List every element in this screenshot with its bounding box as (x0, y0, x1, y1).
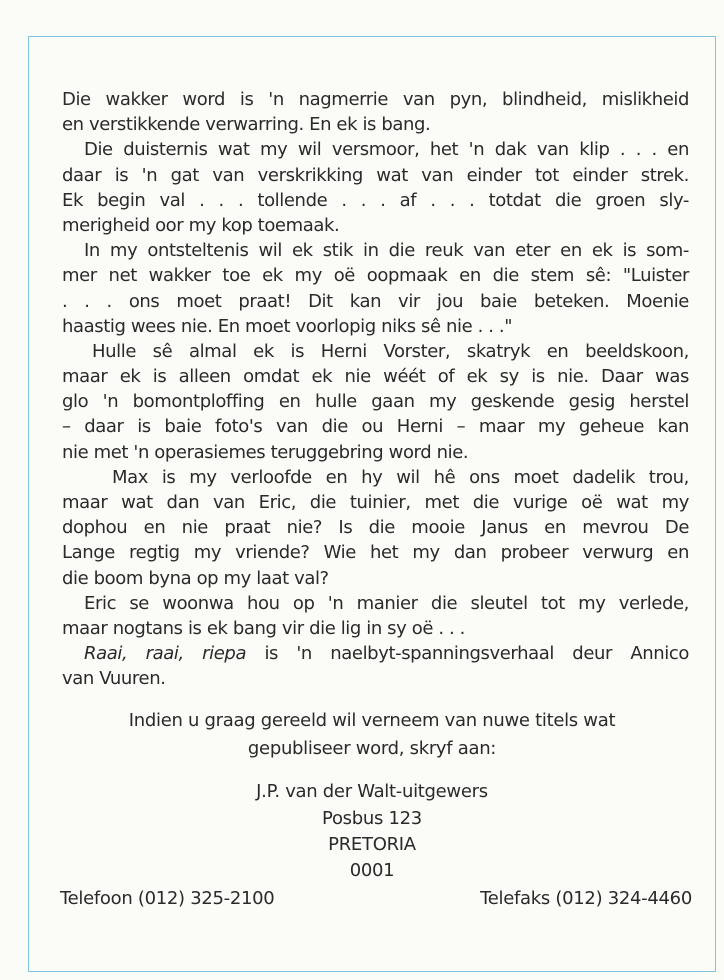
text-line (62, 641, 689, 666)
postal-code: 0001 (349, 860, 395, 881)
text-line: dophou en nie praat nie? Is die mooie Janus en mevrou De (62, 517, 689, 539)
text-line: In my ontsteltenis wil ek stik in die reuk van eter en ek is som- (84, 240, 689, 262)
text-line: maar nogtans is ek bang vir die lig in sy oë . . . (62, 617, 465, 639)
publisher-name: J.P. van der Walt-uitgewers (256, 781, 488, 802)
text-line: – daar is baie foto's van die ou Herni – maar my geheue kan (62, 416, 689, 438)
text-line: van Vuuren. (62, 668, 166, 690)
text-line: en verstikkende verwarring. En ek is bang. (62, 114, 431, 136)
text-line: haastig wees nie. En moet voorlopig niks sê nie . . ." (62, 315, 513, 337)
text-line: maar wat dan van Eric, die tuinier, met die vurige oë wat my (62, 492, 689, 513)
text-line: Hulle sê almal ek is Herni Vorster, skatryk en beeldskoon, (92, 340, 689, 362)
text-line: Max is my verloofde en hy wil hê ons moet dadelik trou, (112, 466, 689, 488)
text-line: nie met 'n operasiemes teruggebring word nie. (62, 441, 469, 463)
city: PRETORIA (328, 834, 416, 855)
text-line: Lange regtig my vriende? Wie het my dan probeer verwurg en (62, 542, 689, 564)
blurb-text (62, 87, 689, 692)
text-line: die boom byna op my laat val? (62, 567, 329, 589)
postal-box: Posbus 123 (322, 808, 422, 829)
book-title: Raai, raai, riepa (84, 643, 247, 665)
telephone: Telefoon (012) 325-2100 (60, 888, 275, 909)
closing-text: is 'n naelbyt-spanningsverhaal deur Annico (246, 643, 689, 665)
text-line: Ek begin val . . . tollende . . . af . . . totdat die groen sly- (62, 189, 689, 211)
text-line: daar is 'n gat van verskrikking wat van einder tot einder strek. (62, 164, 689, 186)
text-line: maar ek is alleen omdat ek nie wéét of ek sy is nie. Daar was (62, 366, 689, 388)
contact-intro-2: gepubliseer word, skryf aan: (247, 738, 497, 759)
text-line: Die wakker word is 'n nagmerrie van pyn, blindheid, mislikheid (62, 89, 689, 110)
text-line: Eric se woonwa hou op 'n manier die sleutel tot my verlede, (84, 592, 689, 614)
text-line: merigheid oor my kop toemaak. (62, 214, 340, 236)
text-line: glo 'n bomontploffing en hulle gaan my geskende gesig herstel (62, 391, 689, 413)
contact-intro-1: Indien u graag gereeld wil verneem van nuwe titels wat (128, 710, 616, 731)
fax: Telefaks (012) 324-4460 (480, 888, 692, 909)
text-line: . . . ons moet praat! Dit kan vir jou baie beteken. Moenie (62, 290, 689, 312)
text-line: Die duisternis wat my wil versmoor, het 'n dak van klip . . . en (84, 139, 689, 161)
text-line: mer net wakker toe ek my oë oopmaak en die stem sê: "Luister (62, 265, 689, 287)
